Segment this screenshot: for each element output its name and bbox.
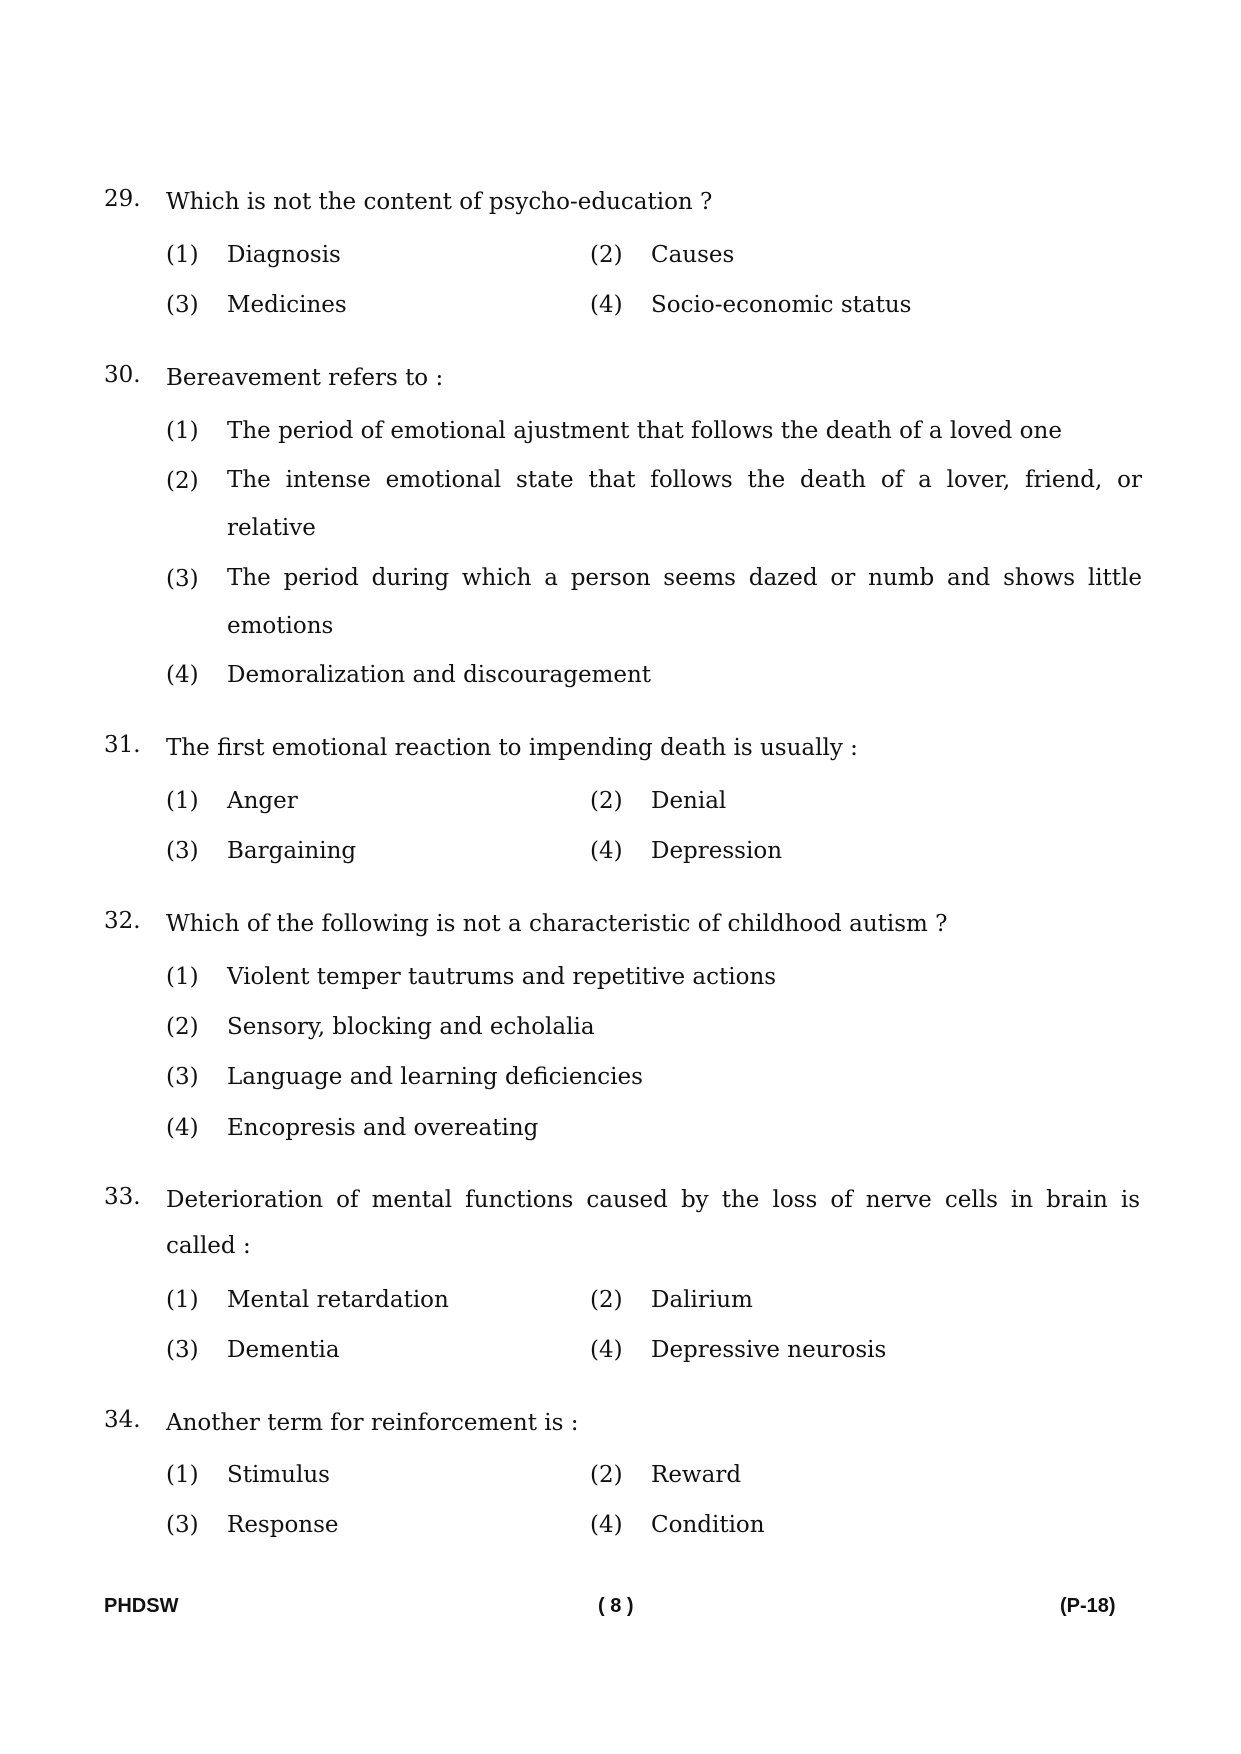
page-number: ( 8 ) xyxy=(598,1595,634,1617)
question-text: The first emotional reaction to impending death is usually : xyxy=(166,735,858,761)
question-number: 32. xyxy=(104,908,141,934)
question-number: 33. xyxy=(104,1184,141,1210)
option-text: Socio-economic status xyxy=(651,292,912,318)
option-text: Sensory, blocking and echolalia xyxy=(227,1014,595,1040)
option-number: (2) xyxy=(590,1462,623,1488)
option-number: (3) xyxy=(166,1064,199,1090)
option-number: (4) xyxy=(166,662,199,688)
option-number: (3) xyxy=(166,1337,199,1363)
option-number: (1) xyxy=(166,1287,199,1313)
option-number: (4) xyxy=(590,838,623,864)
option-number: (4) xyxy=(590,1337,623,1363)
option-number: (1) xyxy=(166,242,199,268)
option-number: (4) xyxy=(166,1115,199,1141)
option-text: The period during which a person seems dazed or numb and shows little emotions xyxy=(227,565,1142,639)
option-text: Violent temper tautrums and repetitive actions xyxy=(227,964,777,990)
option-text: Encopresis and overeating xyxy=(227,1115,539,1141)
option-text: Bargaining xyxy=(227,838,357,864)
option-text: Language and learning deficiencies xyxy=(227,1064,643,1090)
option-number: (4) xyxy=(590,292,623,318)
option-text: Response xyxy=(227,1512,339,1538)
option-number: (1) xyxy=(166,788,199,814)
option-number: (2) xyxy=(166,1014,199,1040)
option-number: (2) xyxy=(590,242,623,268)
option-text: The intense emotional state that follows the death of a lover, friend, or relative xyxy=(227,467,1142,541)
option-text: Demoralization and discouragement xyxy=(227,662,652,688)
option-text: Diagnosis xyxy=(227,242,341,268)
footer-code: PHDSW xyxy=(104,1595,179,1617)
question-text: Which of the following is not a characteristic of childhood autism ? xyxy=(166,911,948,937)
question-number: 29. xyxy=(104,186,141,212)
question-number: 31. xyxy=(104,732,141,758)
option-number: (2) xyxy=(166,468,199,494)
option-text: Depressive neurosis xyxy=(651,1337,887,1363)
option-number: (2) xyxy=(590,788,623,814)
option-text: Anger xyxy=(227,788,298,814)
question-text: Bereavement refers to : xyxy=(166,365,444,391)
option-text: Stimulus xyxy=(227,1462,330,1488)
option-number: (3) xyxy=(166,838,199,864)
option-number: (1) xyxy=(166,418,199,444)
option-text: The period of emotional ajustment that follows the death of a loved one xyxy=(227,418,1062,444)
option-text: Causes xyxy=(651,242,735,268)
option-number: (3) xyxy=(166,566,199,592)
question-text: Deterioration of mental functions caused by the loss of nerve cells in brain is called : xyxy=(166,1187,1140,1259)
question-text: Which is not the content of psycho-education ? xyxy=(166,189,713,215)
option-text: Condition xyxy=(651,1512,765,1538)
option-text: Mental retardation xyxy=(227,1287,449,1313)
paper-code: (P-18) xyxy=(1060,1595,1116,1617)
question-number: 30. xyxy=(104,362,141,388)
question-text: Another term for reinforcement is : xyxy=(166,1410,579,1436)
option-number: (3) xyxy=(166,1512,199,1538)
option-number: (4) xyxy=(590,1512,623,1538)
option-text: Dementia xyxy=(227,1337,340,1363)
option-number: (3) xyxy=(166,292,199,318)
option-text: Medicines xyxy=(227,292,347,318)
option-text: Reward xyxy=(651,1462,742,1488)
question-number: 34. xyxy=(104,1407,141,1433)
option-number: (1) xyxy=(166,1462,199,1488)
option-number: (2) xyxy=(590,1287,623,1313)
option-text: Dalirium xyxy=(651,1287,753,1313)
option-text: Denial xyxy=(651,788,727,814)
option-text: Depression xyxy=(651,838,783,864)
option-number: (1) xyxy=(166,964,199,990)
